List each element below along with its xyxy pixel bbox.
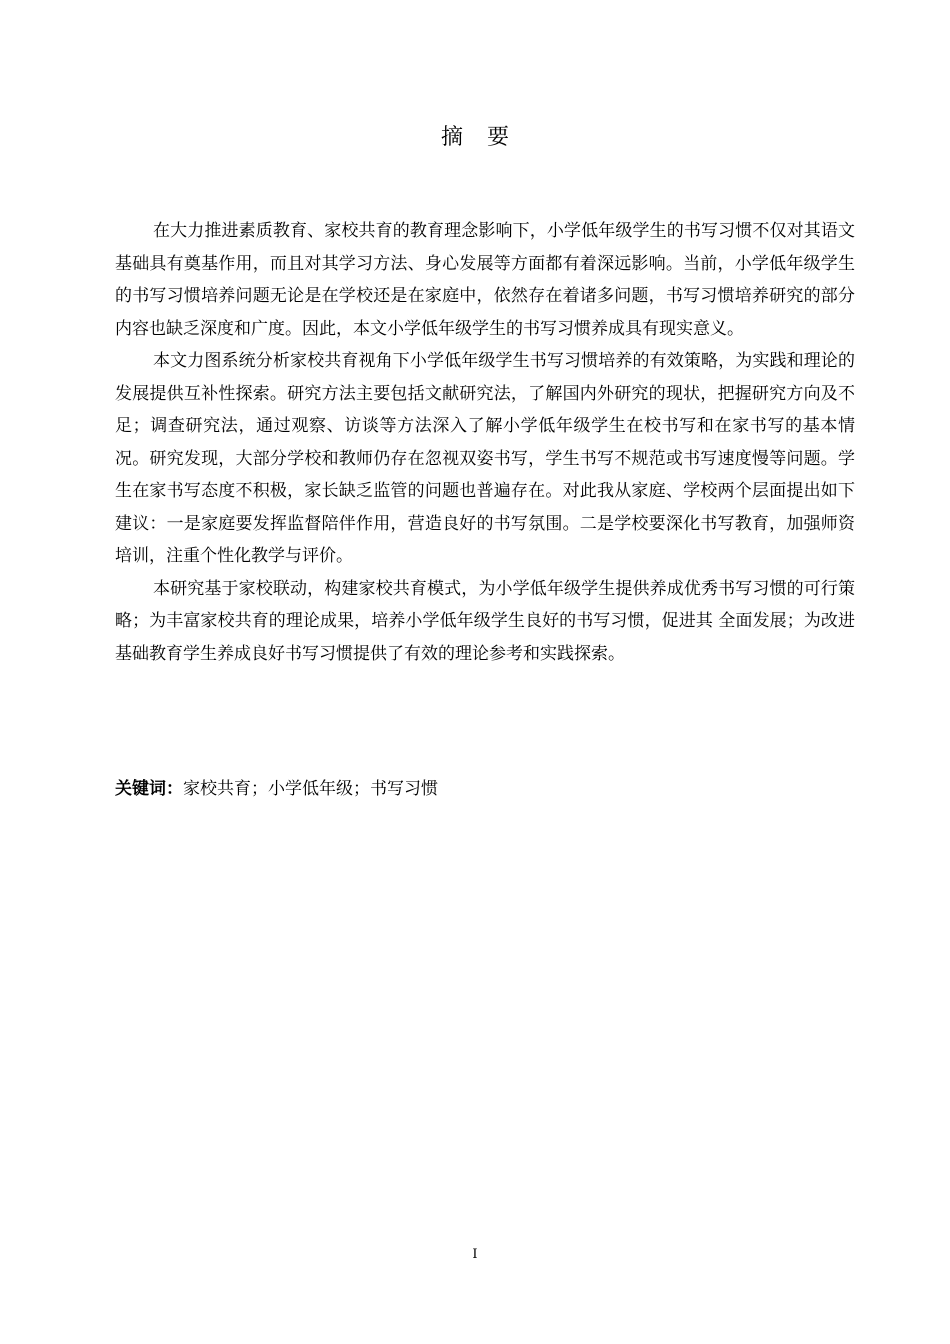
keywords-label: 关键词： bbox=[115, 779, 183, 799]
abstract-paragraph-3: 本研究基于家校联动，构建家校共育模式，为小学低年级学生提供养成优秀书写习惯的可行策略；为丰富家校共育的理论成果，培养小学低年级学生良好的书写习惯，促进其 全面发展；为改进基础教育学生养成良好书写习惯提供了有效的理论参考和实践探索。 bbox=[115, 578, 855, 664]
abstract-paragraph-2: 本文力图系统分析家校共育视角下小学低年级学生书写习惯培养的有效策略，为实践和理论的发展提供互补性探索。研究方法主要包括文献研究法，了解国内外研究的现状，把握研究方向及不足；调查研究法，通过观察、访谈等方法深入了解小学低年级学生在校书写和在家书写的基本情况。研究发现，大部分学校和教师仍存在忽视双姿书写，学生书写不规范或书写速度慢等问题。学生在家书写态度不积极，家长缺乏监管的问题也普遍存在。对此我从家庭、学校两个层面提出如下建议：一是家庭要发挥监督陪伴作用，营造良好的书写氛围。二是学校要深化书写教育，加强师资培训，注重个性化教学与评价。 bbox=[115, 351, 855, 566]
keywords-value: 家校共育；小学低年级；书写习惯 bbox=[183, 779, 438, 799]
abstract-paragraph-1: 在大力推进素质教育、家校共育的教育理念影响下，小学低年级学生的书写习惯不仅对其语文基础具有奠基作用，而且对其学习方法、身心发展等方面都有着深远影响。当前，小学低年级学生的书写习惯培养问题无论是在学校还是在家庭中，依然存在着诸多问题，书写习惯培养研究的部分内容也缺乏深度和广度。因此，本文小学低年级学生的书写习惯养成具有现实意义。 bbox=[115, 221, 855, 339]
abstract-body bbox=[115, 215, 855, 670]
page-number: I bbox=[472, 1247, 478, 1262]
keywords-line bbox=[115, 773, 855, 805]
abstract-title: 摘要 bbox=[440, 125, 533, 150]
